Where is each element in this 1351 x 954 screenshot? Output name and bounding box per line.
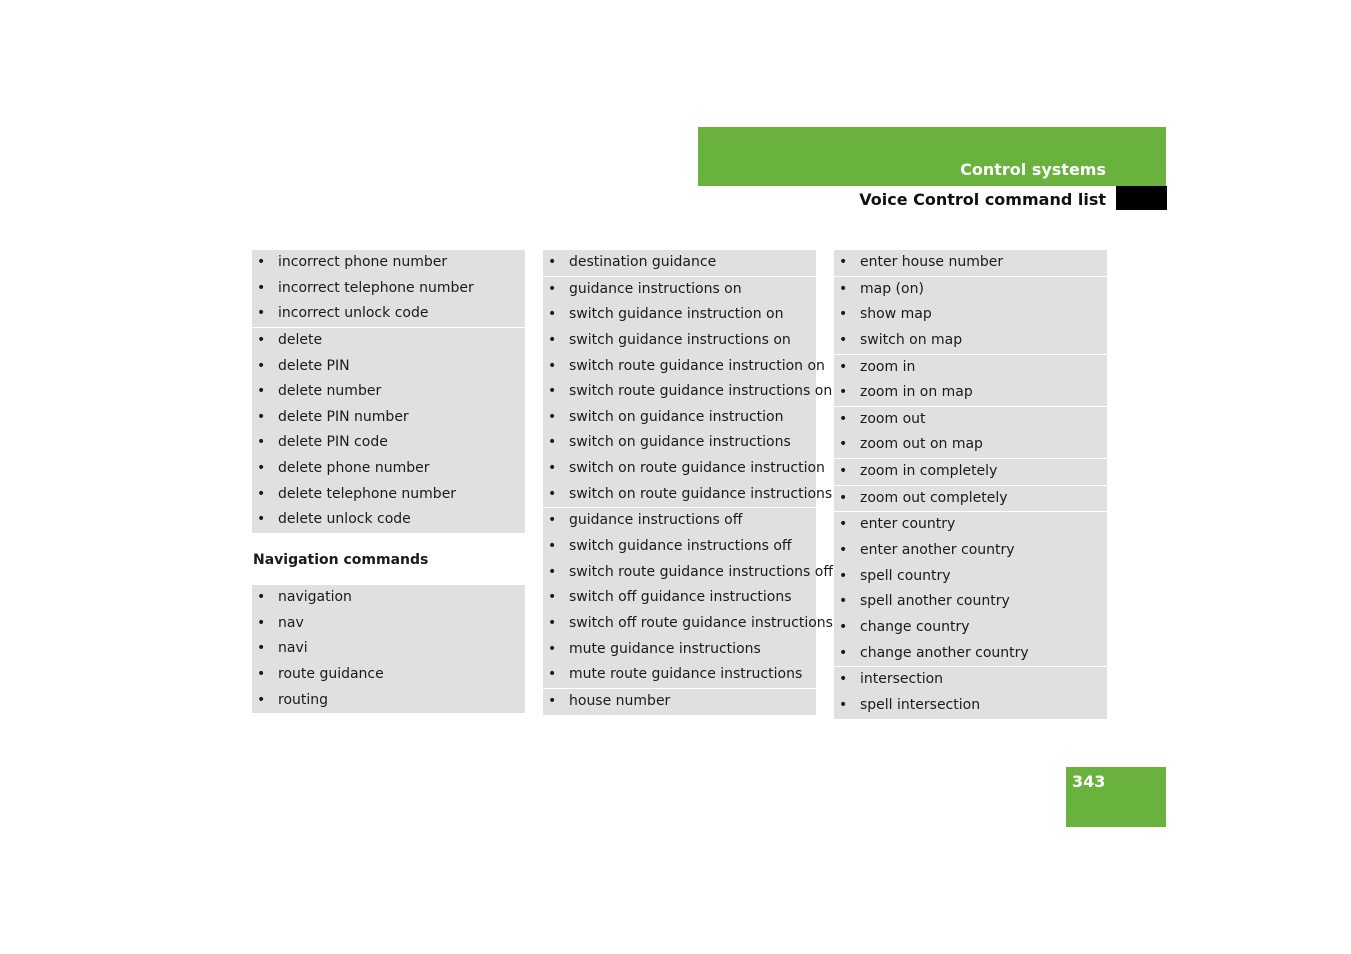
bullet-icon: • xyxy=(257,640,266,657)
bullet-icon: • xyxy=(548,383,557,400)
command-text: enter country xyxy=(860,516,956,533)
command-text: mute route guidance instructions xyxy=(569,666,803,683)
command-item xyxy=(543,354,825,380)
command-text: enter house number xyxy=(860,254,1004,270)
command-group xyxy=(834,512,1107,666)
command-item xyxy=(543,560,833,586)
command-text: nav xyxy=(278,614,304,631)
bullet-icon: • xyxy=(257,357,266,374)
command-item xyxy=(252,430,525,456)
bullet-icon: • xyxy=(548,357,557,374)
command-text: switch route guidance instructions on xyxy=(569,383,833,400)
command-item xyxy=(543,534,816,560)
command-item xyxy=(543,379,833,405)
command-item xyxy=(543,430,816,456)
command-item xyxy=(543,277,816,303)
bullet-icon: • xyxy=(839,254,848,270)
bullet-icon: • xyxy=(839,331,848,348)
bullet-icon: • xyxy=(839,542,848,559)
command-item xyxy=(543,405,816,431)
command-item xyxy=(543,482,833,508)
command-text: zoom in on map xyxy=(860,384,973,401)
command-text: switch route guidance instruction on xyxy=(569,357,825,374)
command-item xyxy=(543,302,816,328)
bullet-icon: • xyxy=(839,384,848,401)
command-item xyxy=(834,355,1107,381)
command-group xyxy=(834,250,1107,276)
command-item xyxy=(252,507,525,533)
bullet-icon: • xyxy=(839,618,848,635)
bullet-icon: • xyxy=(839,463,848,480)
bullet-icon: • xyxy=(548,408,557,425)
command-item xyxy=(252,379,525,405)
page-number-box xyxy=(1066,767,1166,827)
bullet-icon: • xyxy=(839,280,848,297)
bullet-icon: • xyxy=(257,511,266,528)
command-item xyxy=(834,615,1107,641)
command-text: switch guidance instructions off xyxy=(569,538,792,555)
command-column-1-top xyxy=(252,250,525,534)
command-item xyxy=(543,508,816,534)
command-text: switch on guidance instructions xyxy=(569,434,791,451)
command-text: switch on route guidance instruction xyxy=(569,460,825,477)
section-tab-marker xyxy=(1116,186,1167,210)
command-item xyxy=(252,482,525,508)
bullet-icon: • xyxy=(839,358,848,375)
command-text: spell another country xyxy=(860,593,1010,610)
command-item xyxy=(543,250,816,276)
section-title: Control systems xyxy=(960,160,1106,179)
command-text: switch on guidance instruction xyxy=(569,408,784,425)
command-text: switch guidance instructions on xyxy=(569,331,791,348)
command-item xyxy=(543,662,816,688)
command-item xyxy=(252,456,525,482)
bullet-icon: • xyxy=(257,305,266,322)
command-group xyxy=(834,407,1107,458)
command-text: switch on route guidance instructions xyxy=(569,485,833,502)
bullet-icon: • xyxy=(257,279,266,296)
command-text: navigation xyxy=(278,589,352,605)
command-item xyxy=(834,407,1107,433)
command-text: guidance instructions off xyxy=(569,512,743,529)
bullet-icon: • xyxy=(548,485,557,502)
bullet-icon: • xyxy=(257,254,266,270)
bullet-icon: • xyxy=(257,434,266,451)
bullet-icon: • xyxy=(839,696,848,713)
command-text: delete xyxy=(278,331,323,348)
command-text: spell intersection xyxy=(860,696,981,713)
command-text: delete phone number xyxy=(278,460,430,477)
bullet-icon: • xyxy=(548,512,557,529)
command-item xyxy=(834,693,1107,719)
command-text: switch off route guidance instructions xyxy=(569,614,833,631)
bullet-icon: • xyxy=(257,485,266,502)
command-text: change country xyxy=(860,618,970,635)
bullet-icon: • xyxy=(257,589,266,605)
command-group xyxy=(252,585,525,713)
command-text: switch route guidance instructions off xyxy=(569,563,833,580)
command-item xyxy=(834,564,1107,590)
command-text: destination guidance xyxy=(569,254,717,270)
command-item xyxy=(834,486,1107,512)
command-text: zoom in completely xyxy=(860,463,998,480)
command-column-3 xyxy=(834,250,1107,720)
bullet-icon: • xyxy=(839,593,848,610)
command-text: delete unlock code xyxy=(278,511,411,528)
command-text: map (on) xyxy=(860,280,924,297)
bullet-icon: • xyxy=(839,436,848,453)
command-text: routing xyxy=(278,691,329,708)
command-text: show map xyxy=(860,306,932,323)
bullet-icon: • xyxy=(257,614,266,631)
command-text: delete PIN number xyxy=(278,408,409,425)
command-item xyxy=(834,277,1107,303)
bullet-icon: • xyxy=(839,306,848,323)
command-text: incorrect telephone number xyxy=(278,279,474,296)
bullet-icon: • xyxy=(548,589,557,606)
command-group xyxy=(834,486,1107,512)
bullet-icon: • xyxy=(548,563,557,580)
command-text: delete number xyxy=(278,383,382,400)
bullet-icon: • xyxy=(839,567,848,584)
bullet-icon: • xyxy=(548,306,557,323)
command-group xyxy=(834,355,1107,406)
command-item xyxy=(834,432,1107,458)
command-item xyxy=(252,354,525,380)
command-text: switch on map xyxy=(860,331,963,348)
command-item xyxy=(252,636,525,662)
command-text: intersection xyxy=(860,671,944,688)
command-column-1-bottom xyxy=(252,585,525,714)
command-item xyxy=(834,250,1107,276)
command-text: enter another country xyxy=(860,542,1015,559)
command-item xyxy=(252,688,525,714)
bullet-icon: • xyxy=(839,410,848,427)
command-item xyxy=(834,512,1107,538)
command-text: zoom out on map xyxy=(860,436,983,453)
bullet-icon: • xyxy=(548,666,557,683)
bullet-icon: • xyxy=(839,671,848,688)
command-item xyxy=(543,689,816,715)
command-text: delete telephone number xyxy=(278,485,457,502)
bullet-icon: • xyxy=(257,408,266,425)
command-item xyxy=(834,302,1107,328)
command-item xyxy=(834,589,1107,615)
bullet-icon: • xyxy=(257,460,266,477)
bullet-icon: • xyxy=(839,644,848,661)
command-group xyxy=(543,689,816,715)
bullet-icon: • xyxy=(548,460,557,477)
command-group xyxy=(543,508,833,687)
command-item xyxy=(834,328,1107,354)
command-item xyxy=(543,637,816,663)
bullet-icon: • xyxy=(548,280,557,297)
command-item xyxy=(543,611,833,637)
command-item xyxy=(543,585,816,611)
bullet-icon: • xyxy=(548,331,557,348)
command-group xyxy=(252,328,525,533)
bullet-icon: • xyxy=(548,640,557,657)
bullet-icon: • xyxy=(257,383,266,400)
command-item xyxy=(834,641,1107,667)
bullet-icon: • xyxy=(257,331,266,348)
command-text: change another country xyxy=(860,644,1029,661)
command-item xyxy=(543,456,825,482)
command-text: incorrect phone number xyxy=(278,254,448,270)
command-text: zoom out completely xyxy=(860,489,1008,506)
command-item xyxy=(252,250,525,276)
command-text: zoom in xyxy=(860,358,916,375)
command-text: switch guidance instruction on xyxy=(569,306,784,323)
command-group xyxy=(543,250,816,276)
command-item xyxy=(543,328,816,354)
command-text: delete PIN xyxy=(278,357,350,374)
bullet-icon: • xyxy=(257,665,266,682)
command-item xyxy=(834,538,1107,564)
command-group xyxy=(543,277,833,508)
bullet-icon: • xyxy=(548,254,557,270)
bullet-icon: • xyxy=(548,434,557,451)
command-text: navi xyxy=(278,640,308,657)
command-group xyxy=(252,250,525,327)
bullet-icon: • xyxy=(257,691,266,708)
command-text: delete PIN code xyxy=(278,434,388,451)
subsection-title: Voice Control command list xyxy=(859,190,1106,209)
command-column-2 xyxy=(543,250,833,716)
command-text: guidance instructions on xyxy=(569,280,742,297)
command-group xyxy=(834,459,1107,485)
command-text: house number xyxy=(569,692,671,709)
bullet-icon: • xyxy=(839,489,848,506)
command-group xyxy=(834,667,1107,718)
command-item xyxy=(834,667,1107,693)
command-item xyxy=(252,611,525,637)
bullet-icon: • xyxy=(839,516,848,533)
command-item xyxy=(834,459,1107,485)
command-item xyxy=(252,585,525,611)
bullet-icon: • xyxy=(548,692,557,709)
command-text: incorrect unlock code xyxy=(278,305,429,322)
bullet-icon: • xyxy=(548,614,557,631)
bullet-icon: • xyxy=(548,538,557,555)
command-item xyxy=(252,276,525,302)
command-group xyxy=(834,277,1107,354)
command-text: switch off guidance instructions xyxy=(569,589,792,606)
command-item xyxy=(834,380,1107,406)
page-number: 343 xyxy=(1072,772,1106,791)
command-item xyxy=(252,301,525,327)
command-item xyxy=(252,405,525,431)
command-text: zoom out xyxy=(860,410,926,427)
command-text: mute guidance instructions xyxy=(569,640,761,657)
command-item xyxy=(252,328,525,354)
navigation-commands-heading: Navigation commands xyxy=(253,552,429,568)
command-item xyxy=(252,662,525,688)
command-text: spell country xyxy=(860,567,951,584)
command-text: route guidance xyxy=(278,665,384,682)
